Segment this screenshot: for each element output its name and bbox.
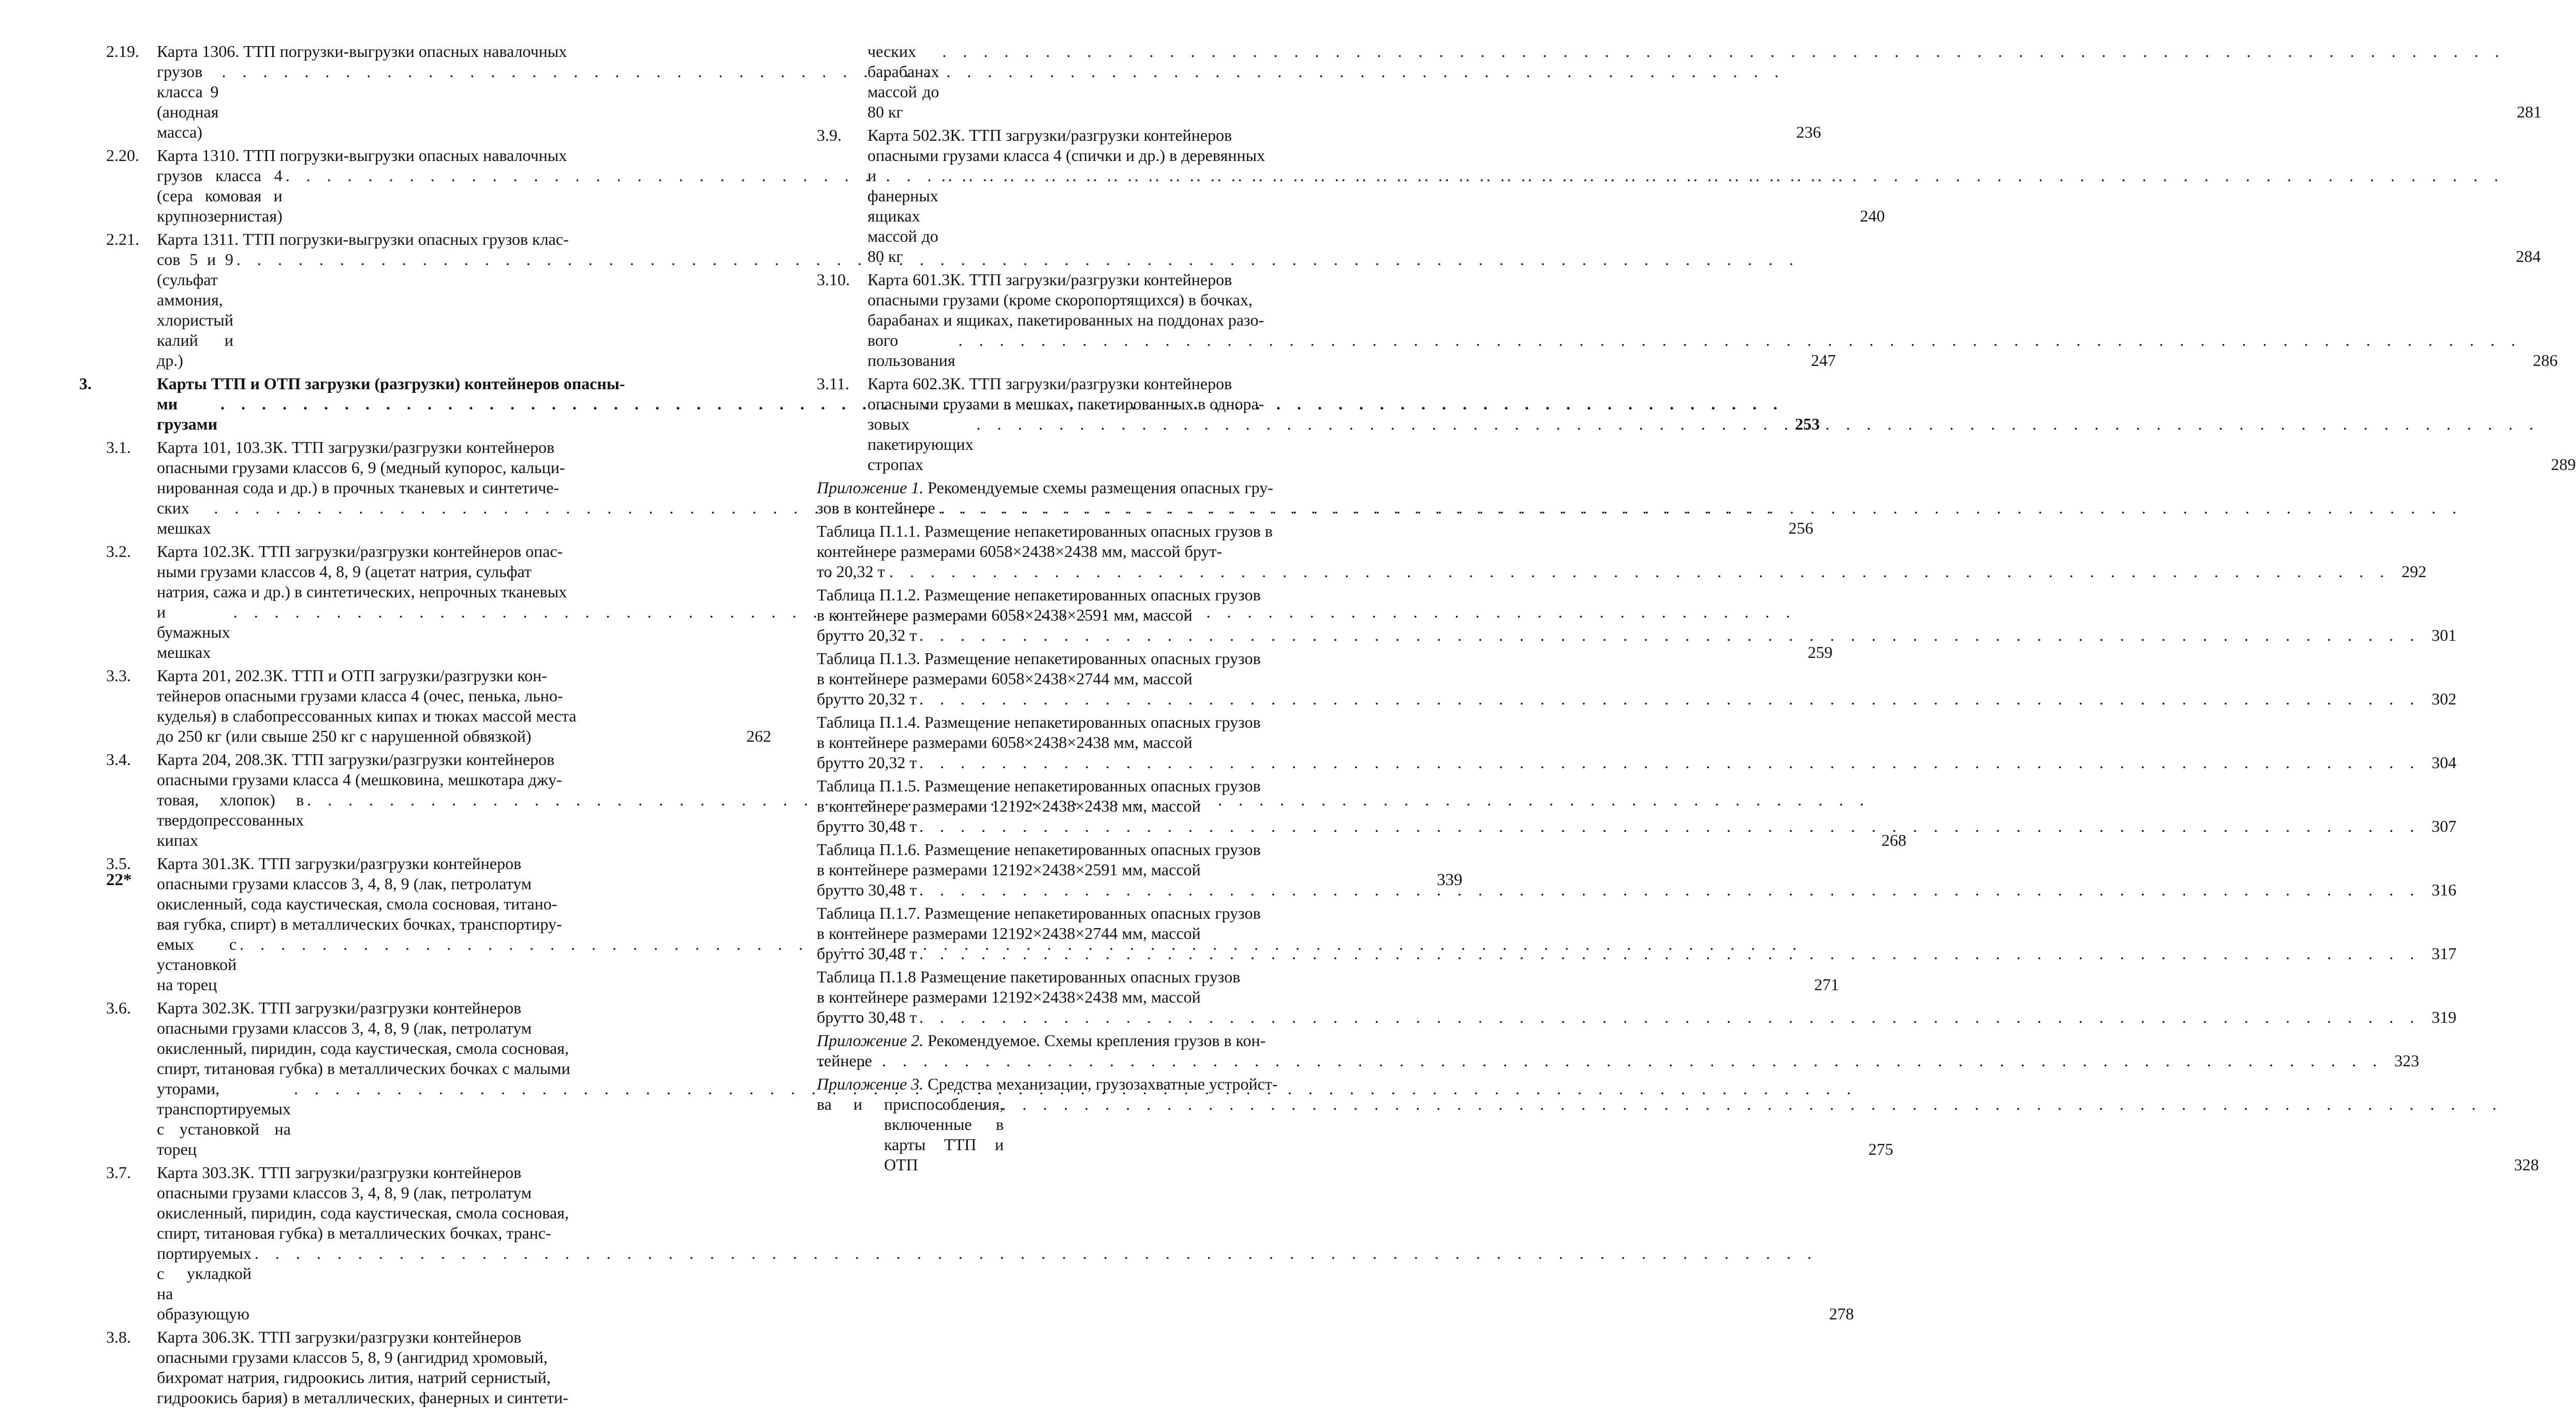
entry-number: 3.9. (817, 126, 842, 144)
entry-line-text: до 250 кг (или свыше 250 кг с нарушенной обвязкой) (157, 727, 532, 745)
entry-line (817, 1074, 2503, 1094)
entry-title (867, 270, 2522, 371)
entry-line-text: опасными грузами классов 6, 9 (медный купорос, кальци- (157, 458, 565, 477)
entry-line (817, 562, 2390, 582)
appendix-label: Приложение 2. (817, 1031, 928, 1050)
entry-line-text: Карта 102.3К. ТТП загрузки/разгрузки контейнеров опас- (157, 542, 563, 561)
entry-line-text: сов 5 и 9 (сульфат аммония, хлористый калий и др.) (157, 250, 233, 370)
entry-line-text: контейнере размерами 6058×2438×2438 мм, массой брут- (817, 542, 1223, 561)
entry-line (157, 1223, 1818, 1243)
entry-line-text: грузов класса 4 (сера комовая и крупнозернистая) (157, 166, 283, 225)
entry-line (817, 541, 2390, 562)
page-number: 259 (1807, 643, 1833, 662)
entry-line (817, 1031, 2383, 1051)
page-number: 307 (2432, 817, 2456, 835)
page-number: 268 (1881, 831, 1907, 849)
entry-line-text: брутто 30,48 т (817, 1008, 917, 1026)
page-number: 286 (2533, 351, 2558, 370)
toc-entry (106, 1163, 1854, 1324)
entry-title (817, 1031, 2383, 1071)
entry-line-text: Таблица П.1.6. Размещение непакетированных опасных грузов (817, 840, 1261, 859)
entry-line (157, 1203, 1818, 1223)
entry-line-text: Карта 1310. ТТП погрузки-выгрузки опасных навалочных (157, 146, 567, 165)
entry-line-text: нированная сода и др.) в прочных тканевых и синтетиче- (157, 478, 560, 497)
entry-line-text: емых с установкой на торец (157, 935, 237, 994)
entry-line-text: гидроокись бария) в металлических, фанерных и синтети- (157, 1388, 568, 1407)
entry-line (867, 414, 2540, 475)
entry-title (157, 1163, 1818, 1324)
dot-leader (967, 498, 2463, 518)
toc-entry (817, 776, 2456, 836)
entry-line-text: в контейнере размерами 12192×2438×2744 мм, массой (817, 924, 1201, 943)
dot-leader (924, 944, 2420, 964)
page-number-right: 339 (1437, 871, 1463, 889)
entry-line-text: вого пользования (867, 331, 955, 370)
entry-number: 3.8. (106, 1328, 131, 1346)
page-number: 253 (1795, 415, 1820, 433)
entry-line (867, 330, 2522, 371)
entry-line (867, 270, 2522, 290)
page-number: 316 (2432, 880, 2456, 899)
entry-line-text: Рекомендуемые схемы размещения опасных гру- (928, 478, 1273, 497)
entry-line (867, 41, 2506, 122)
entry-line (817, 816, 2420, 836)
entry-number: 2.21. (106, 230, 139, 248)
entry-line (157, 686, 735, 706)
entry-line-text: ва и приспособления, включенные в карты ТТП и ОТП (817, 1095, 1004, 1174)
entry-line-text: Таблица П.1.3. Размещение непакетированных опасных грузов (817, 649, 1261, 668)
dot-leader (924, 625, 2420, 645)
entry-line-text: в контейнере размерами 6058×2438×2591 мм, массой (817, 606, 1193, 624)
entry-line-text: портируемых с укладкой на образующую (157, 1244, 252, 1323)
entry-number: 3. (79, 374, 92, 393)
dot-leader (977, 414, 2540, 434)
entry-line-text: Рекомендуемое. Схемы крепления грузов в кон- (928, 1031, 1266, 1050)
entry-line (817, 585, 2420, 605)
entry-line (817, 840, 2420, 860)
page-number: 262 (746, 727, 771, 745)
page-marker-left: 22* (106, 871, 132, 889)
page-number: 301 (2432, 626, 2456, 644)
toc-entry (817, 585, 2456, 645)
entry-title (867, 41, 2506, 122)
entry-number: 3.10. (817, 270, 850, 289)
entry-line (817, 967, 2420, 987)
entry-line-text: Карта 303.3К. ТТП загрузки/разгрузки контейнеров (157, 1163, 522, 1182)
page-number: 236 (1796, 123, 1821, 141)
entry-line-text: в контейнере размерами 12192×2438×2591 мм, массой (817, 860, 1201, 879)
page-number: 240 (1860, 207, 1885, 225)
entry-line-text: куделья) в слабопрессованных кипах и тюках массой места (157, 707, 577, 725)
entry-line (157, 1183, 1818, 1203)
page-number: 328 (2514, 1155, 2539, 1174)
dot-leader (887, 1051, 2383, 1071)
entry-line-text: товая, хлопок) в твердопрессованных кипах (157, 790, 304, 849)
entry-line-text: натрия, сажа и др.) в синтетических, непрочных тканевых (157, 582, 567, 601)
entry-line-text: опасными грузами классов 3, 4, 8, 9 (лак, петролатум (157, 1019, 532, 1037)
appendix-label: Приложение 3. (817, 1075, 928, 1093)
entry-line-text: окисленный, сода каустическая, смола сосновая, титано- (157, 894, 557, 913)
entry-title (817, 478, 2463, 518)
entry-line (817, 605, 2420, 625)
entry-number: 3.5. (106, 854, 131, 873)
entry-line-text: Таблица П.1.8 Размещение пакетированных опасных грузов (817, 967, 1241, 986)
entry-line (817, 1007, 2420, 1027)
entry-line-text: бихромат натрия, гидроокись лития, натрий сернистый, (157, 1368, 551, 1387)
entry-title (817, 521, 2390, 582)
entry-number (817, 41, 867, 122)
entry-title (817, 967, 2420, 1027)
entry-line (817, 880, 2420, 900)
entry-line (817, 860, 2420, 880)
page-number: 284 (2515, 247, 2541, 266)
page-number: 304 (2432, 753, 2456, 772)
entry-line (817, 753, 2420, 773)
entry-line (867, 290, 2522, 310)
entry-title (817, 903, 2420, 964)
dot-leader (924, 753, 2420, 773)
appendix-label: Приложение 1. (817, 478, 928, 497)
entry-line-text: ческих барабанах массой до 80 кг (867, 42, 939, 121)
page-number: 302 (2432, 689, 2456, 708)
entry-line-text: ми грузами (157, 394, 217, 433)
entry-line (817, 498, 2463, 518)
entry-line (867, 310, 2522, 330)
page-number: 319 (2432, 1008, 2456, 1026)
entry-line-text: опасными грузами классов 3, 4, 8, 9 (лак, петролатум (157, 874, 532, 893)
entry-line-text: опасными грузами в мешках, пакетированных в однора- (867, 394, 1264, 413)
entry-line (157, 1327, 735, 1347)
entry-line-text: Карта 306.3К. ТТП загрузки/разгрузки контейнеров (157, 1328, 522, 1346)
entry-line (157, 1388, 735, 1408)
entry-line-text: Карта 301.3К. ТТП загрузки/разгрузки контейнеров (157, 854, 522, 873)
dot-leader (924, 689, 2420, 709)
entry-number: 3.4. (106, 750, 131, 769)
entry-line-text: опасными грузами классов 5, 8, 9 (ангидрид хромовый, (157, 1348, 548, 1366)
dot-leader (924, 880, 2420, 900)
entry-line-text: опасными грузами класса 4 (мешковина, мешкотара джу- (157, 770, 562, 789)
entry-line-text: Таблица П.1.4. Размещение непакетированных опасных грузов (817, 713, 1261, 731)
entry-line-text: и бумажных мешках (157, 602, 230, 662)
entry-number: 3.1. (106, 438, 131, 457)
entry-line-text: и фанерных ящиках массой до 80 кг (867, 166, 938, 266)
entry-line-text: опасными грузами классов 3, 4, 8, 9 (лак, петролатум (157, 1183, 532, 1202)
entry-line-text: в контейнере размерами 6058×2438×2438 мм, массой (817, 733, 1193, 752)
entry-line (157, 1347, 735, 1368)
entry-line-text: Карта 1306. ТТП погрузки-выгрузки опасных навалочных (157, 42, 567, 61)
entry-line-text: уторами, транспортируемых с установкой на торец (157, 1079, 291, 1158)
entry-line (817, 944, 2420, 964)
entry-line-text: вая губка, спирт) в металлических бочках, транспортиру- (157, 915, 562, 933)
entry-line (157, 726, 735, 746)
page-number: 281 (2516, 102, 2542, 121)
toc-entry (817, 712, 2456, 773)
entry-line-text: в контейнере размерами 6058×2438×2744 мм, массой (817, 669, 1193, 688)
entry-line-text: брутто 30,48 т (817, 817, 917, 835)
entry-line-text: брутто 20,32 т (817, 689, 917, 708)
entry-number: 3.11. (817, 374, 849, 393)
entry-line (157, 1368, 735, 1388)
entry-line (157, 1243, 1818, 1324)
entry-line-text: опасными грузами (кроме скоропортящихся) в бочках, (867, 290, 1253, 309)
page-number: 275 (1868, 1140, 1893, 1158)
entry-line (817, 796, 2420, 816)
dot-leader (1007, 1094, 2503, 1114)
entry-line-text: Карта 602.3К. ТТП загрузки/разгрузки контейнеров (867, 374, 1232, 393)
entry-number: 3.7. (106, 1163, 131, 1182)
entry-line-text: спирт, титановая губка) в металлических бочках с малыми (157, 1059, 570, 1078)
entry-line (817, 649, 2420, 669)
entry-line (867, 166, 2505, 267)
entry-line-text: Таблица П.1.5. Размещение непакетированных опасных грузов (817, 776, 1261, 795)
entry-line-text: Таблица П.1.1. Размещение непакетированных опасных грузов в (817, 522, 1273, 540)
dot-leader (959, 330, 2522, 350)
entry-title (817, 649, 2420, 709)
entry-line (817, 903, 2420, 923)
page-number: 289 (2551, 455, 2576, 474)
entry-line-text: брутто 20,32 т (817, 753, 917, 772)
entry-line-text: в контейнере размерами 12192×2438×2438 мм, массой (817, 797, 1201, 815)
entry-line-text: тейнеров опасными грузами класса 4 (очес, пенька, льно- (157, 686, 563, 705)
toc-entry (817, 903, 2456, 964)
entry-line-text: Карта 601.3К. ТТП загрузки/разгрузки контейнеров (867, 270, 1232, 289)
dot-leader (941, 166, 2505, 186)
entry-title (867, 374, 2540, 475)
entry-number: 3.3. (106, 666, 131, 685)
entry-line-text: Карты ТТП и ОТП загрузки (разгрузки) контейнеров опасны- (157, 374, 625, 393)
page-number: 271 (1814, 975, 1839, 994)
entry-line-text: спирт, титановая губка) в металлических бочках, транс- (157, 1224, 551, 1242)
entry-line (157, 706, 735, 726)
entry-line-text: ными грузами классов 4, 8, 9 (ацетат натрия, сульфат (157, 562, 532, 581)
page-number: 317 (2432, 944, 2456, 963)
toc-entry (106, 666, 771, 746)
entry-line (867, 125, 2505, 145)
entry-line-text: Карта 502.3К. ТТП загрузки/разгрузки контейнеров (867, 126, 1232, 144)
entry-line: тейнере . . . (884, 1051, 2383, 1071)
entry-line (817, 712, 2420, 732)
entry-line (867, 145, 2505, 166)
entry-line-text: брутто 30,48 т (817, 880, 917, 899)
toc-entry (817, 41, 2542, 122)
entry-line (817, 478, 2463, 498)
entry-line-text: Карта 201, 202.3К. ТТП и ОТП загрузки/разгрузки кон- (157, 666, 548, 685)
entry-line-text: в контейнере размерами 12192×2438×2438 мм, массой (817, 988, 1201, 1006)
entry-title (157, 666, 735, 746)
entry-line-text: то 20,32 т (817, 562, 885, 581)
entry-title (817, 712, 2420, 773)
entry-line-text: брутто 20,32 т (817, 626, 917, 644)
toc-entry (817, 478, 1470, 518)
entry-line (817, 1094, 2503, 1175)
entry-line-text: Таблица П.1.2. Размещение непакетированных опасных грузов (817, 585, 1261, 604)
entry-line (867, 394, 2540, 414)
entry-line-text: опасными грузами класса 4 (спички и др.) в деревянных (867, 146, 1265, 165)
entry-line-text: Карта 101, 103.3К. ТТП загрузки/разгрузки контейнеров (157, 438, 555, 457)
entry-line (817, 521, 2390, 541)
entry-line (817, 669, 2420, 689)
toc-entry (106, 1327, 771, 1408)
entry-line (157, 666, 735, 686)
entry-line-text: барабанах и ящиках, пакетированных на поддонах разо- (867, 311, 1264, 329)
entry-line-text: зовых пакетирующих стропах (867, 415, 974, 474)
dot-leader (924, 1007, 2420, 1027)
entry-title (867, 125, 2505, 267)
entry-line (817, 732, 2420, 753)
page-number: 323 (2394, 1051, 2419, 1070)
page-number: 247 (1810, 351, 1836, 370)
entry-title (817, 840, 2420, 900)
dot-leader (924, 816, 2420, 836)
entry-line-text: зов в контейнере (817, 498, 935, 517)
entry-title (817, 1074, 2503, 1175)
entry-line (867, 374, 2540, 394)
dot-leader (943, 41, 2506, 62)
entry-line-text: грузов класса 9 (анодная масса) (157, 62, 219, 141)
dot-leader (255, 1243, 1818, 1263)
entry-number: 2.19. (106, 42, 139, 61)
page-number: 256 (1788, 519, 1814, 537)
entry-line-text: Карта 302.3К. ТТП загрузки/разгрузки контейнеров (157, 998, 522, 1017)
entry-number: 2.20. (106, 146, 139, 165)
entry-line-text: окисленный, пиридин, сода каустическая, смола сосновая, (157, 1039, 569, 1057)
toc-entry (817, 1031, 2419, 1071)
entry-line-text: Карта 204, 208.3К. ТТП загрузки/разгрузки контейнеров (157, 750, 555, 769)
entry-line-text: Таблица П.1.7. Размещение непакетированных опасных грузов (817, 904, 1261, 922)
entry-line-text: ских мешках (157, 498, 211, 537)
entry-title (157, 1327, 735, 1408)
entry-line-text: Карта 1311. ТТП погрузки-выгрузки опасных грузов клас- (157, 230, 569, 248)
entry-line (817, 987, 2420, 1007)
entry-line (817, 689, 2420, 709)
entry-title (817, 776, 2420, 836)
entry-line (817, 625, 2420, 645)
entry-line-text: окисленный, пиридин, сода каустическая, смола сосновая, (157, 1203, 569, 1222)
entry-line (817, 776, 2420, 796)
entry-number: 3.2. (106, 542, 131, 561)
dot-leader (894, 562, 2390, 582)
entry-number: 3.6. (106, 998, 131, 1017)
entry-line-text: брутто 30,48 т (817, 944, 917, 963)
entry-title (817, 585, 2420, 645)
entry-line (817, 923, 2420, 944)
page-number: 278 (1829, 1304, 1854, 1323)
page-number: 292 (2401, 562, 2426, 581)
entry-line-text: Средства механизации, грузозахватные устройст- (928, 1075, 1278, 1093)
